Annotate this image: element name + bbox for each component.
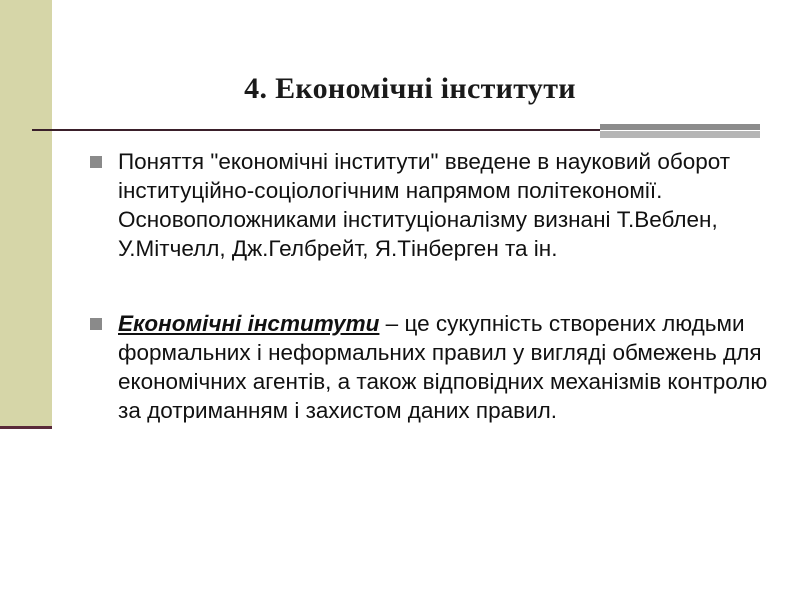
- bullet-item: [90, 147, 770, 263]
- square-bullet-icon: [90, 318, 102, 330]
- left-accent-bar-underline: [0, 426, 52, 429]
- bullet-text: Поняття "економічні інститути" введене в науковий оборот інституційно-соціологічним напрямом політекономії. Основоположниками інституціоналізму визнані Т.Веблен, У.Мітчелл, Дж.Гелбрейт, Я.Тінберген та ін.: [118, 149, 731, 261]
- bullet-list: [90, 147, 770, 425]
- square-bullet-icon: [90, 156, 102, 168]
- title-divider: [32, 129, 600, 131]
- bullet-item: [90, 309, 770, 425]
- left-accent-bar: [0, 0, 52, 428]
- defined-term: Економічні інститути: [118, 311, 380, 336]
- decorative-grey-block-top: [600, 124, 760, 130]
- decorative-grey-block-bottom: [600, 131, 760, 138]
- slide-title: 4. Економічні інститути: [244, 72, 576, 105]
- bullet-text: – це сукупність створених людьми формальних і неформальних правил у вигляді обмежень для економічних агентів, а також відповідних механізмів контролю за дотриманням і захистом даних правил.: [118, 311, 768, 423]
